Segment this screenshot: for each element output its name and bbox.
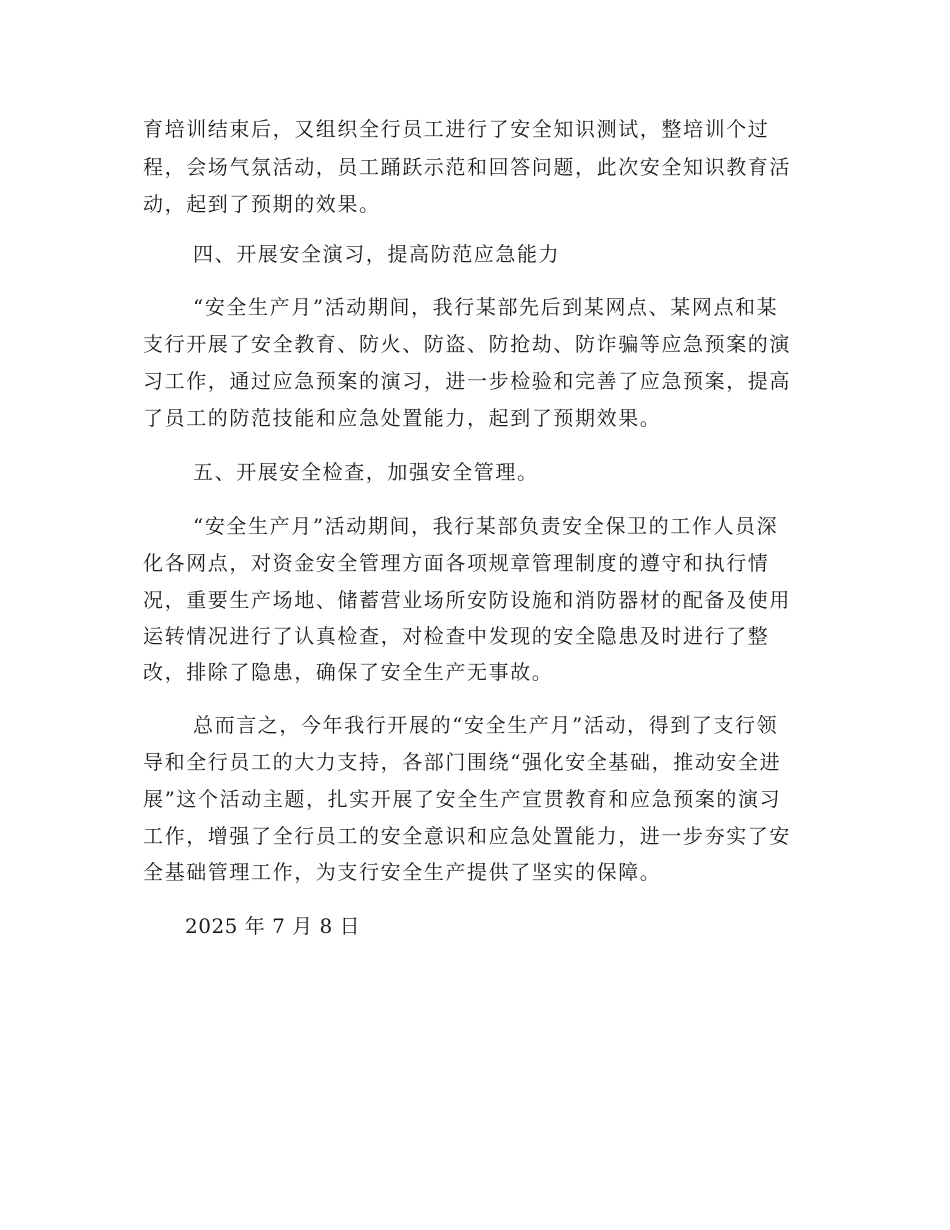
paragraph-3-line-3: 况，重要生产场地、储蓄营业场所安防设施和消防器材的配备及使用 <box>143 588 791 612</box>
paragraph-3-line-1: “安全生产月”活动期间，我行某部负责安全保卫的工作人员深 <box>193 514 779 538</box>
paragraph-2-line-3: 习工作，通过应急预案的演习，进一步检验和完善了应急预案，提高 <box>143 369 791 393</box>
paragraph-4-line-5: 全基础管理工作，为支行安全生产提供了坚实的保障。 <box>143 860 662 884</box>
section-heading-4: 四、开展安全演习，提高防范应急能力 <box>193 242 561 266</box>
paragraph-3-line-5: 改，排除了隐患，确保了安全生产无事故。 <box>143 660 554 684</box>
paragraph-3-line-2: 化各网点，对资金安全管理方面各项规章管理制度的遵守和执行情 <box>143 551 770 575</box>
paragraph-4-line-4: 工作，增强了全行员工的安全意识和应急处置能力，进一步夯实了安 <box>143 824 791 848</box>
paragraph-1-line-1: 育培训结束后，又组织全行员工进行了安全知识测试，整培训个过 <box>143 117 770 141</box>
paragraph-4-line-2: 导和全行员工的大力支持，各部门围绕“强化安全基础，推动安全进 <box>143 750 782 774</box>
paragraph-4-line-1: 总而言之，今年我行开展的“安全生产月”活动，得到了支行领 <box>193 713 779 737</box>
section-heading-5: 五、开展安全检查，加强安全管理。 <box>193 460 539 484</box>
paragraph-3-line-4: 运转情况进行了认真检查，对检查中发现的安全隐患及时进行了整 <box>143 624 770 648</box>
paragraph-1-line-2: 程，会场气氛活动，员工踊跃示范和回答问题，此次安全知识教育活 <box>143 155 791 179</box>
document-date: 2025 年 7 月 8 日 <box>185 914 361 938</box>
paragraph-1-line-3: 动，起到了预期的效果。 <box>143 192 381 216</box>
paragraph-2-line-2: 支行开展了安全教育、防火、防盗、防抢劫、防诈骗等应急预案的演 <box>143 332 791 356</box>
paragraph-4-line-3: 展”这个活动主题，扎实开展了安全生产宣贯教育和应急预案的演习 <box>143 787 782 811</box>
paragraph-2-line-1: “安全生产月”活动期间，我行某部先后到某网点、某网点和某 <box>193 295 779 319</box>
paragraph-2-line-4: 了员工的防范技能和应急处置能力，起到了预期效果。 <box>143 406 662 430</box>
